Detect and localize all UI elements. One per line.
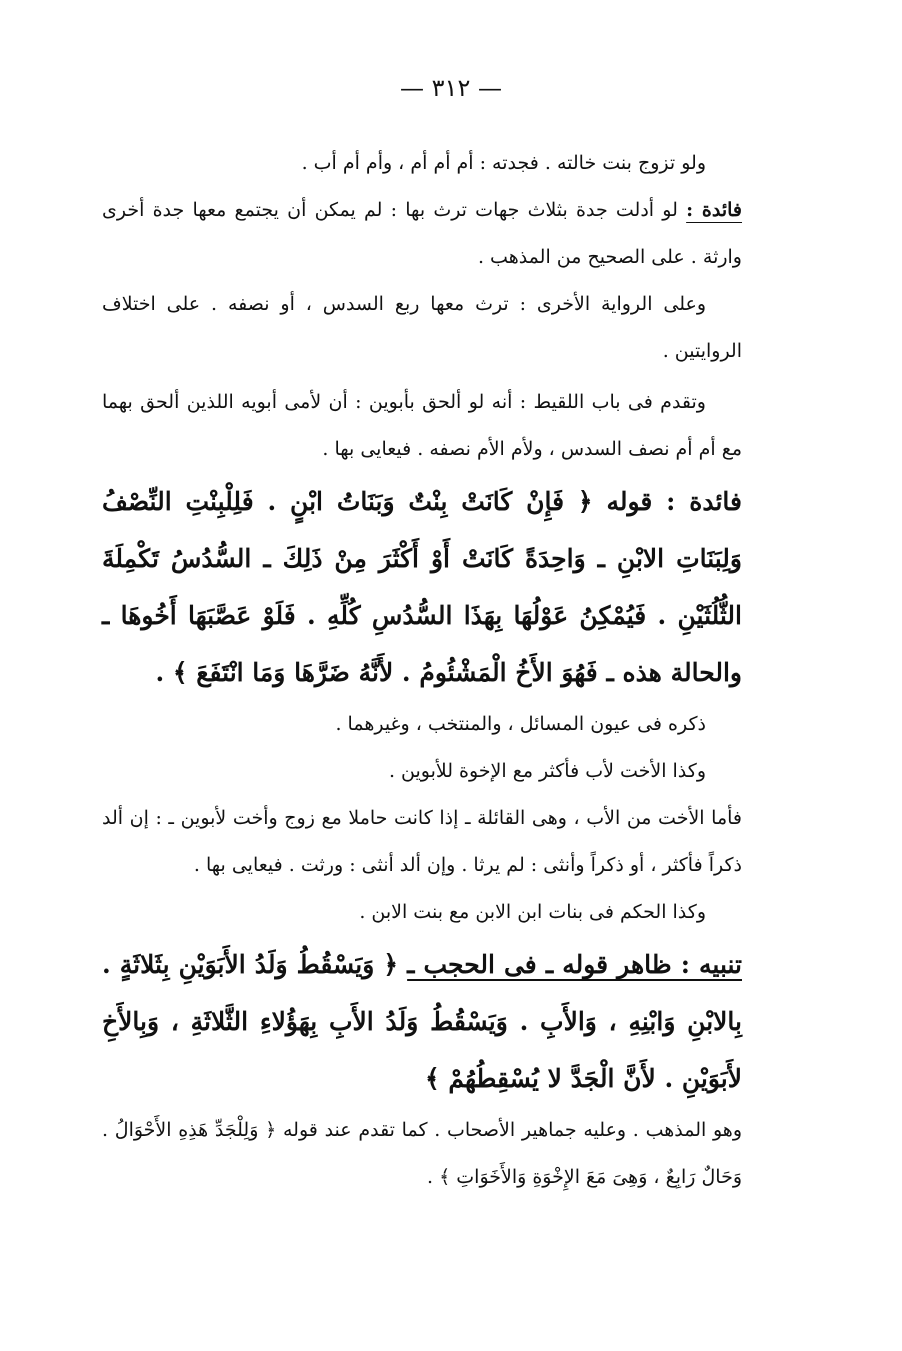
- paragraph-4-text: وتقدم فى باب اللقيط : أنه لو ألحق بأبوين : أن لأمى أبويه اللذين ألحق بهما مع أم أم نصف السدس ، ولأم الأم نصفه . فيعايى بها .: [102, 391, 742, 460]
- paragraph-2-lead: فائدة :: [686, 199, 743, 221]
- paragraph-5-text: ﴿ فَإِنْ كَانَتْ بِنْتٌ وَبَنَاتُ ابْنٍ . فَلِلْبِنْتِ النِّصْفُ وَلِبَنَاتِ الابْنِ ـ وَاحِدَةً كَانَتْ أَوْ أَكْثَرَ مِنْ ذَلِكَ ـ السُّدُسُ تَكْمِلَةَ الثُّلُثَيْنِ . فَيُمْكِنُ عَوْلُهَا بِهَذَا السُّدُسِ كُلِّهِ . فَلَوْ عَصَّبَهَا أَخُوهَا ـ والحالة هذه ـ فَهُوَ الأَخُ الْمَشْئُومُ . لأَنَّهُ ضَرَّهَا وَمَا انْتَفَعَ ﴾ .: [102, 487, 742, 687]
- paragraph-9-text: وكذا الحكم فى بنات ابن الابن مع بنت الابن .: [359, 901, 706, 923]
- paragraph-10-lead: تنبيه : ظاهر قوله ـ فى الحجب ـ: [407, 950, 742, 979]
- paragraph-9: [102, 889, 742, 936]
- paragraph-1: [102, 140, 742, 187]
- paragraph-2: [102, 187, 742, 281]
- page-number: — ٣١٢ —: [400, 74, 502, 102]
- paragraph-5-lead: فائدة : قوله: [606, 487, 742, 516]
- paragraph-1-text: ولو تزوج بنت خالته . فجدته : أم أم أم ، وأم أم أب .: [301, 152, 706, 174]
- paragraph-11-text: وهو المذهب . وعليه جماهير الأصحاب . كما تقدم عند قوله ﴿ وَلِلْجَدِّ هَذِهِ الأَحْوَالُ . وَحَالٌ رَابِعٌ ، وَهِىَ مَعَ الإِخْوَةِ وَالأَخَوَاتِ ﴾ .: [102, 1119, 742, 1188]
- paragraph-8: [102, 795, 742, 889]
- paragraph-6-text: ذكره فى عيون المسائل ، والمنتخب ، وغيرهما .: [335, 713, 706, 735]
- paragraph-6: [102, 701, 742, 748]
- paragraph-2-text: لو أدلت جدة بثلاث جهات ترث بها : لم يمكن أن يجتمع معها جدة أخرى وارثة . على الصحيح من المذهب .: [102, 199, 742, 268]
- paragraph-4: [102, 379, 742, 473]
- paragraph-11: [102, 1107, 742, 1201]
- paragraph-7: [102, 748, 742, 795]
- paragraph-10-text: ﴿ وَيَسْقُطُ وَلَدُ الأَبَوَيْنِ بِثَلاثَةٍ . بِالابْنِ وَابْنِهِ ، وَالأَبِ . وَيَسْقُطُ وَلَدُ الأَبِ بِهَؤُلاءِ الثَّلاثَةِ ، وَبِالأَخِ لأَبَوَيْنِ . لأَنَّ الْجَدَّ لا يُسْقِطُهُمْ ﴾: [102, 950, 742, 1093]
- paragraph-7-text: وكذا الأخت لأب فأكثر مع الإخوة للأبوين .: [388, 760, 706, 782]
- paragraph-10: [102, 936, 742, 1107]
- paragraph-3-text: وعلى الرواية الأخرى : ترث معها ربع السدس ، أو نصفه . على اختلاف الروايتين .: [102, 293, 742, 362]
- paragraph-5: [102, 473, 742, 701]
- paragraph-8-text: فأما الأخت من الأب ، وهى القائلة ـ إذا كانت حاملا مع زوج وأخت لأبوين ـ : إن ألد ذكراً فأكثر ، أو ذكراً وأنثى : لم يرثا . وإن ألد أنثى : ورثت . فيعايى بها .: [102, 807, 742, 876]
- paragraph-3: [102, 281, 742, 375]
- body-text: [102, 140, 742, 1201]
